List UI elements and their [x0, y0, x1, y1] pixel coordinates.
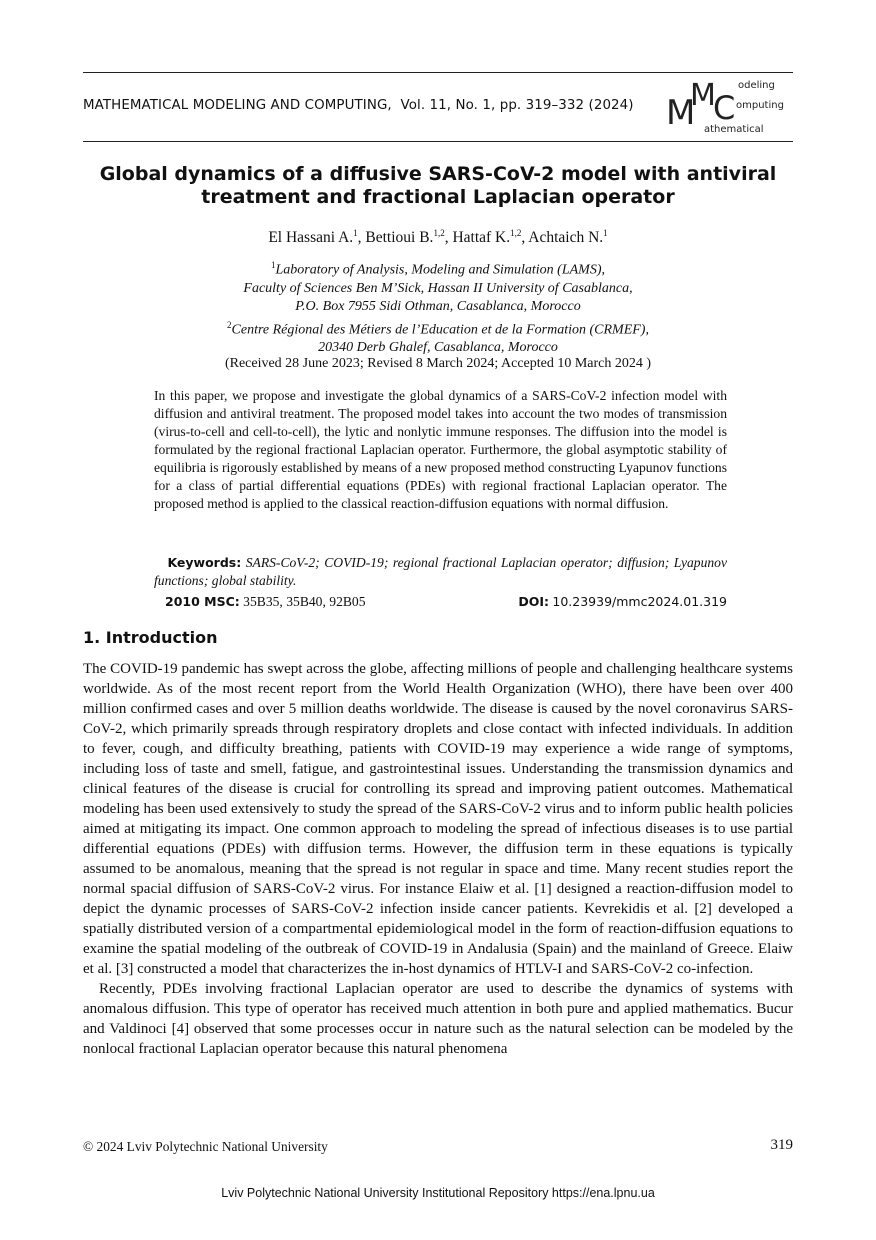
copyright-notice: © 2024 Lviv Polytechnic National University	[83, 1139, 328, 1154]
author: Bettioui B.	[365, 229, 434, 247]
msc-codes: 35B35, 35B40, 92B05	[243, 594, 366, 609]
msc-classification	[165, 594, 366, 610]
doi	[518, 594, 727, 610]
author: El Hassani A.	[268, 229, 354, 247]
affiliation-line: Faculty of Sciences Ben M’Sick, Hassan II University of Casablanca,	[243, 280, 633, 296]
keywords-label: Keywords:	[167, 555, 242, 570]
affiliation-line: $^2$Centre Régional des Métiers de l’Education et de la Formation (CRMEF),	[227, 319, 649, 338]
journal-logo: M M C odeling omputing athematical	[666, 78, 784, 135]
introduction-body	[83, 659, 793, 1059]
journal-citation	[83, 98, 634, 113]
keywords	[154, 554, 727, 590]
page-number: 319	[770, 1137, 793, 1153]
paper-title: Global dynamics of a diffusive SARS-CoV-2 model with antiviral treatment and fractional Laplacian operator	[99, 163, 777, 208]
journal-volume: Vol. 11, No. 1, pp. 319–332 (2024)	[400, 98, 634, 113]
abstract-text: In this paper, we propose and investigate the global dynamics of a SARS-CoV-2 infection model with diffusion and antiviral treatment. The proposed model takes into account the two modes of transmission (virus-to-cell and cell-to-cell), the lytic and nonlytic immune responses. The diffusion into the model is formulated by the regional fractional Laplacian operator. Furthermore, the global asymptotic stability of equilibria is rigorously established by means of a new proposed method constructing Lyapunov functions for a class of partial differential equations (PDEs) with regional fractional Laplacian operator. The proposed method is applied to the classical reaction-diffusion equations with normal diffusion.	[154, 388, 727, 511]
author: Achtaich N.	[528, 229, 604, 247]
header-bottom-rule	[83, 141, 793, 142]
affiliation-line: $^1$Laboratory of Analysis, Modeling and Simulation (LAMS),	[270, 260, 605, 278]
keywords-text: SARS-CoV-2; COVID-19; regional fractional Laplacian operator; diffusion; Lyapunov functions; global stability.	[154, 555, 727, 588]
received-dates: (Received 28 June 2023; Revised 8 March 2024; Accepted 10 March 2024 )	[224, 356, 652, 371]
paragraph: The COVID-19 pandemic has swept across the globe, affecting millions of people and challenging healthcare systems worldwide. As of the most recent report from the World Health Organization (WHO), there have been over 400 million confirmed cases and over 5 million deaths worldwide. The disease is caused by the novel coronavirus SARS-CoV-2, which primarily spreads through respiratory droplets and close contact with infected individuals. In addition to fever, cough, and difficulty breathing, patients with COVID-19 may experience a wide range of symptoms, including loss of taste and smell, fatigue, and gastrointestinal issues. Understanding the transmission dynamics and clinical features of the disease is crucial for controlling its spread and improving patient outcomes. Mathematical modeling has been used extensively to study the spread of the SARS-CoV-2 virus and to inform public health policies aimed at mitigating its impact. One common approach to modeling the spread of infectious diseases is to use partial differential equations (PDEs) with diffusion terms. However, the diffusion term in these equations is typically assumed to be anomalous, meaning that the spread is not regular in space and time. Many recent studies report the normal spacial diffusion of SARS-CoV-2 virus. For instance Elaiw et al. [1] designed a reaction-diffusion model to depict the dynamic processes of SARS-CoV-2 infection inside cancer patients. Kevrekidis et al. [2] developed a spatially distributed version of a compartmental epidemiological model in the form of reaction-diffusion equations to examine the spatial modeling of the outbreak of COVID-19 in Andalusia (Spain) and the mainland of Greece. Elaiw et al. [3] constructed a model that characterizes the in-host dynamics of HTLV-I and SARS-CoV-2 co-infection.	[83, 661, 793, 977]
author-list: El Hassani A.$^1$, Bettioui B.$^{1,2}$, Hattaf K.$^{1,2}$, Achtaich N.$^1$	[268, 228, 608, 247]
repository-watermark[interactable]: Lviv Polytechnic National University Institutional Repository https://ena.lpnu.ua	[221, 1186, 655, 1200]
paragraph: Recently, PDEs involving fractional Laplacian operator are used to describe the dynamics of systems with anomalous diffusion. This type of operator has received much attention in both pure and applied mathematics. Bucur and Valdinoci [4] observed that some processes occur in nature such as the natural selection can be modeled by the nonlocal fractional Laplacian operator because this natural phenomena	[83, 981, 793, 1057]
header-top-rule	[83, 72, 793, 73]
affiliations	[83, 256, 793, 357]
abstract	[154, 387, 727, 513]
doi-link[interactable]: 10.23939/mmc2024.01.319	[552, 594, 727, 609]
doi-label: DOI:	[518, 594, 549, 609]
section-heading-introduction: 1. Introduction	[83, 628, 218, 647]
affiliation-line: P.O. Box 7955 Sidi Othman, Casablanca, Morocco	[295, 298, 581, 314]
msc-label: 2010 MSC:	[165, 594, 240, 609]
author: Hattaf K.	[452, 229, 511, 247]
journal-name: MATHEMATICAL MODELING AND COMPUTING,	[83, 98, 392, 113]
affiliation-line: 20340 Derb Ghalef, Casablanca, Morocco	[318, 340, 558, 356]
